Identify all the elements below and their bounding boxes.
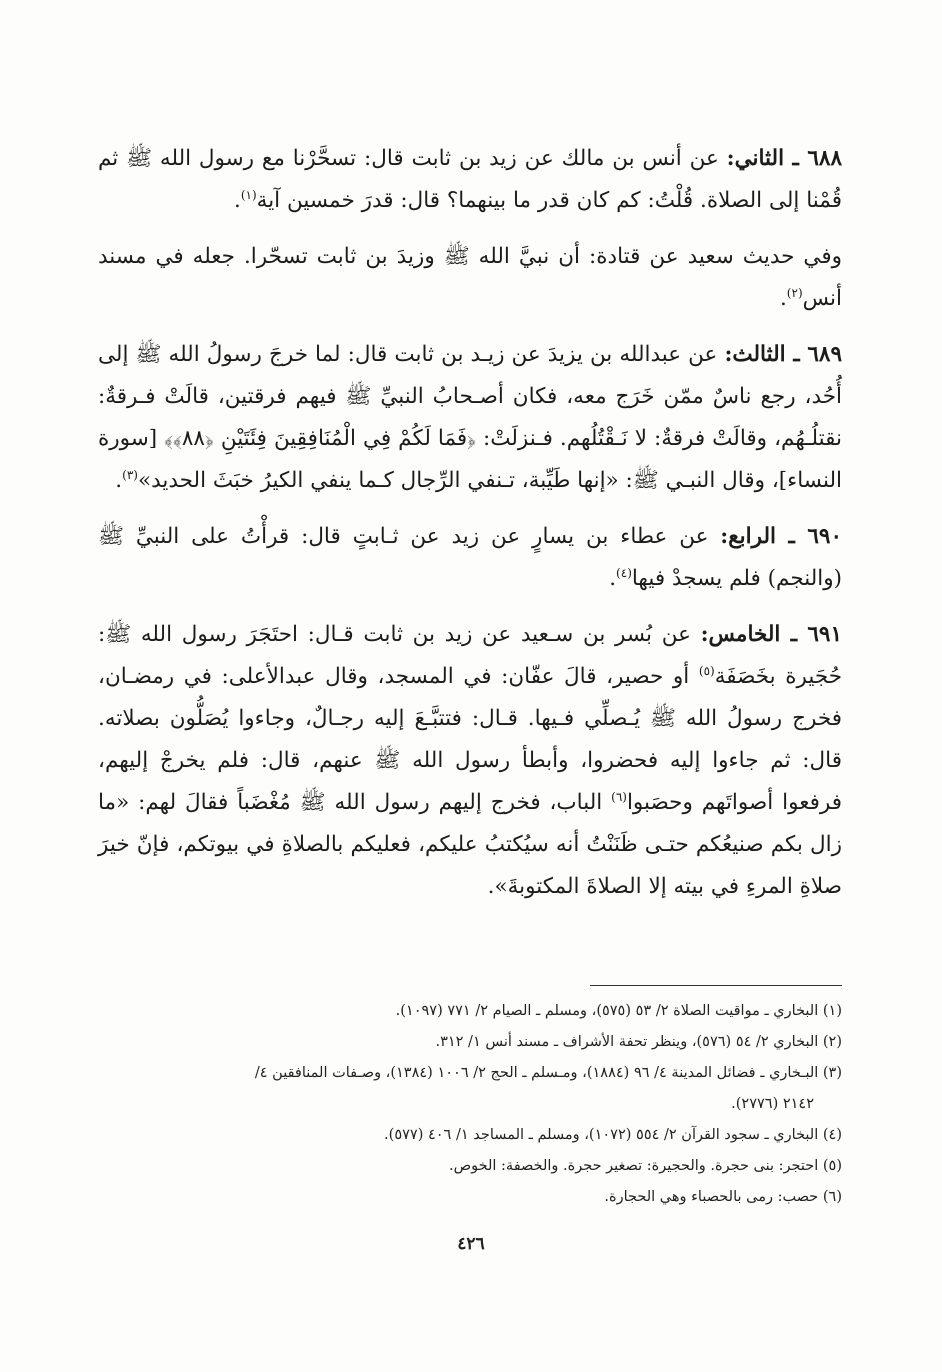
paragraph-text: أو حصير، قالَ عفّان: في المسجد، وقال عبدالأعلى: في رمضـان، فخرج رسولُ الله ﷺ يُـصلِّي فـيها. قـال: فتتبَّـعَ إليه رجـالٌ، وجاءوا يُصَلُّون بصلاته. قال: ثم جاءوا إليه فحضروا، وأبطأ رسول الله ﷺ عنهم، قال: فلم يخرجْ إليهم، فرفعوا أصواتَهم وحصَبوا	[98, 664, 842, 815]
paragraph-text: عن أنس بن مالك عن زيد بن ثابت قال: تسحَّرْنا مع رسول الله ﷺ ثم قُمْنا إلى الصلاة. قُلْتُ: كم كان قدر ما بينهما؟ قال: قدرَ خمسين آية	[98, 146, 842, 213]
footnote-ref[interactable]: (٥)	[698, 663, 715, 678]
paragraph-688-note: وفي حديث سعيد عن قتادة: أن نبيَّ الله ﷺ وزيدَ بن ثابت تسحّرا. جعله في مسند أنس$^{(٢)}$.	[98, 244, 843, 311]
paragraph-text: عن بُسر بن سـعيد عن زيد بن ثابت قـال: احتَجَرَ رسول الله ﷺ: حُجَيرة بخَصَفَة	[98, 622, 842, 689]
footnote-ref[interactable]: (٦)	[611, 789, 627, 804]
footnote-1: (١) البخاري ـ مواقيت الصلاة ٢/ ٥٣ (٥٧٥)، ومسلم ـ الصيام ٢/ ٧٧١ (١٠٩٧).	[395, 1003, 842, 1019]
main-text	[98, 138, 842, 922]
paragraph-text: عن عطاء بن يسارٍ عن زيد عن ثـابتٍ قال: قرأْتُ على النبيِّ ﷺ (والنجم) فلم يسجدْ فيها	[98, 524, 842, 591]
footnote-continuation: ٢١٤٢ (٢٧٧٦).	[731, 1096, 814, 1112]
paragraph-text: وفي حديث سعيد عن قتادة: أن نبيَّ الله ﷺ وزيدَ بن ثابت تسحّرا. جعله في مسند أنس	[98, 244, 843, 311]
footnote-3: (٣) البـخاري ـ فضائل المدينة ٤/ ٩٦ (١٨٨٤)، ومـسلم ـ الحج ٢/ ١٠٠٦ (١٣٨٤)، وصـفات المنافقين ٤/	[254, 1065, 842, 1081]
footnote-ref[interactable]: (٣)	[122, 467, 138, 482]
footnote-6: (٦) حصب: رمى بالحصباء وهي الحجارة.	[604, 1189, 842, 1205]
footnotes	[98, 996, 842, 1213]
paragraph-691: ٦٩١ ـ الخامس: عن بُسر بن سـعيد عن زيد بن ثابت قـال: احتَجَرَ رسول الله ﷺ: حُجَيرة بخَصَفَة$^{(٥)}$ أو حصير، قالَ عفّان: في المسجد، وقال عبدالأعلى: في رمضـان، فخرج رسولُ الله ﷺ يُـصلِّي فـيها. قـال: فتتبَّـعَ إليه رجـالٌ، وجاءوا يُصَلُّون بصلاته. قال: ثم جاءوا إليه فحضروا، وأبطأ رسول الله ﷺ عنهم، قال: فلم يخرجْ إليهم، فرفعوا أصواتَهم وحصَبوا$^{(٦)}$ الباب، فخرج إليهم رسول الله ﷺ مُغْضَباً فقالَ لهم: «ما زال بكم صنيعُكم حتـى ظَنَنْتُ أنه سيُكتبُ عليكم، فعليكم بالصلاةِ في بيوتكم، فإنّ خيرَ صلاةِ المرءِ في بيته إلا الصلاةَ المكتوبةَ».	[98, 622, 842, 899]
paragraph-689: ٦٨٩ ـ الثالث: عن عبدالله بن يزيدَ عن زيـد بن ثابت قال: لما خرجَ رسولُ الله ﷺ إلى أُحُد، رجع ناسٌ ممّن خَرَج معه، فكان أصـحابُ النبيِّ ﷺ فيهم فرقتين، قالَتْ فـرقةٌ: نقتلُـهُم، وقالَتْ فرقةٌ: لا نَـقْتُلُهم. فـنزلَتْ: ﴿فَمَا لَكُمْ فِي الْمُنَافِقِينَ فِئَتَيْنِ ﴿٨٨﴾﴾ [سورة النساء]، وقال النبـي ﷺ: «إنها طَيِّبة، تـنفي الرِّجال كـما ينفي الكيرُ خبَثَ الحديد»$^{(٣)}$.	[98, 342, 842, 493]
hadith-number-title: ٦٩١ ـ الخامس:	[700, 622, 842, 647]
footnote-ref[interactable]: (٢)	[786, 285, 803, 300]
footnote-3-continued	[98, 1089, 842, 1120]
paragraph-text: الباب، فخرج إليهم رسول الله ﷺ مُغْضَباً فقالَ لهم: «ما زال بكم صنيعُكم حتـى ظَنَنْتُ أنه سيُكتبُ عليكم، فعليكم بالصلاةِ في بيوتكم، فإنّ خيرَ صلاةِ المرءِ في بيته إلا الصلاةَ المكتوبةَ»	[98, 790, 842, 899]
hadith-number-title: ٦٩٠ ـ الرابع:	[720, 524, 843, 549]
paragraph-text: عن عبدالله بن يزيدَ عن زيـد بن ثابت قال: لما خرجَ رسولُ الله ﷺ إلى أُحُد، رجع ناسٌ ممّن خَرَج معه، فكان أصـحابُ النبيِّ ﷺ فيهم فرقتين، قالَتْ فـرقةٌ: نقتلُـهُم، وقالَتْ فرقةٌ: لا نَـقْتُلُهم. فـنزلَتْ: ﴿فَمَا لَكُمْ فِي الْمُنَافِقِينَ فِئَتَيْنِ ﴿٨٨﴾﴾ [سورة النساء]، وقال النبـي ﷺ: «إنها طَيِّبة، تـنفي الرِّجال كـما ينفي الكيرُ خبَثَ الحديد»	[98, 342, 842, 493]
hadith-number-title: ٦٨٩ ـ الثالث:	[724, 342, 842, 367]
footnote-4: (٤) البخاري ـ سجود القرآن ٢/ ٥٥٤ (١٠٧٢)، ومسلم ـ المساجد ١/ ٤٠٦ (٥٧٧).	[384, 1127, 842, 1143]
footnote-ref[interactable]: (٤)	[616, 565, 632, 580]
page-number: ٤٢٦	[457, 1234, 485, 1254]
paragraph-690: ٦٩٠ ـ الرابع: عن عطاء بن يسارٍ عن زيد عن ثـابتٍ قال: قرأْتُ على النبيِّ ﷺ (والنجم) فلم يسجدْ فيها$^{(٤)}$.	[98, 524, 843, 591]
hadith-number-title: ٦٨٨ ـ الثاني:	[726, 146, 842, 171]
footnote-ref[interactable]: (١)	[240, 187, 257, 202]
footnote-5: (٥) احتجر: بنى حجرة. والحجيرة: تصغير حجرة. والخصفة: الخوص.	[449, 1158, 842, 1174]
footnote-divider	[590, 985, 842, 986]
paragraph-688: ٦٨٨ ـ الثاني: عن أنس بن مالك عن زيد بن ثابت قال: تسحَّرْنا مع رسول الله ﷺ ثم قُمْنا إلى الصلاة. قُلْتُ: كم كان قدر ما بينهما؟ قال: قدرَ خمسين آية$^{(١)}$.	[98, 146, 842, 213]
footnote-2: (٢) البخاري ٢/ ٥٤ (٥٧٦)، وينظر تحفة الأشراف ـ مسند أنس ١/ ٣١٢.	[435, 1034, 842, 1050]
